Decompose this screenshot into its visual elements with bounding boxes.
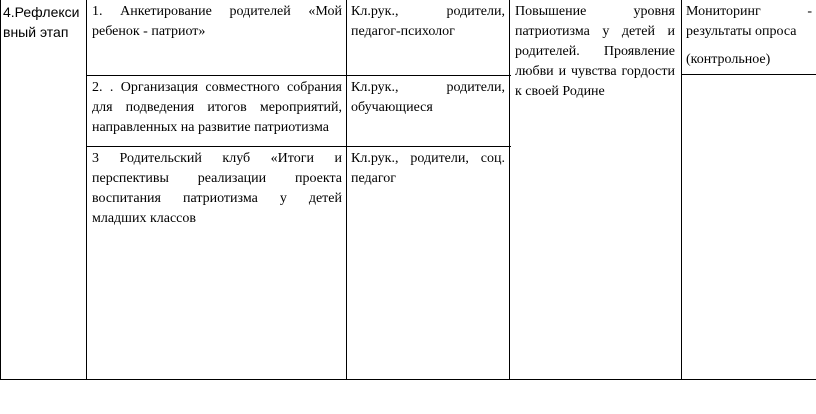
row-2-activity: 2. . Организация совместного собрания для подведения итогов мероприятий, направленных на развитие патриотизма xyxy=(92,80,342,135)
row-border xyxy=(681,74,816,75)
table-bottom-border xyxy=(0,379,816,380)
row-border xyxy=(86,146,511,147)
row-1-activity: 1. Анкетирование родителей «Мой ребенок - патриот» xyxy=(92,4,342,39)
column-border xyxy=(509,0,510,380)
row-1-participants: Кл.рук., родители, педагог-психолог xyxy=(351,4,505,39)
column-border xyxy=(681,0,682,380)
stage-label: 4.Рефлексивный этап xyxy=(3,4,80,40)
column-border xyxy=(0,0,1,380)
column-border xyxy=(86,0,87,380)
row-border xyxy=(86,75,511,76)
monitoring-text: Мониторинг - результаты опроса xyxy=(686,4,812,39)
column-border xyxy=(346,0,347,380)
monitoring-note: (контрольное) xyxy=(686,52,771,67)
row-3-activity: 3 Родительский клуб «Итоги и перспективы реализации проекта воспитания патриотизма у детей младших классов xyxy=(92,151,342,226)
expected-result: Повышение уровня патриотизма у детей и родителей. Проявление любви и чувства гордости к своей Родине xyxy=(515,4,675,99)
row-2-participants: Кл.рук., родители, обучающиеся xyxy=(351,80,505,115)
row-3-participants: Кл.рук., родители, соц. педагог xyxy=(351,151,505,186)
